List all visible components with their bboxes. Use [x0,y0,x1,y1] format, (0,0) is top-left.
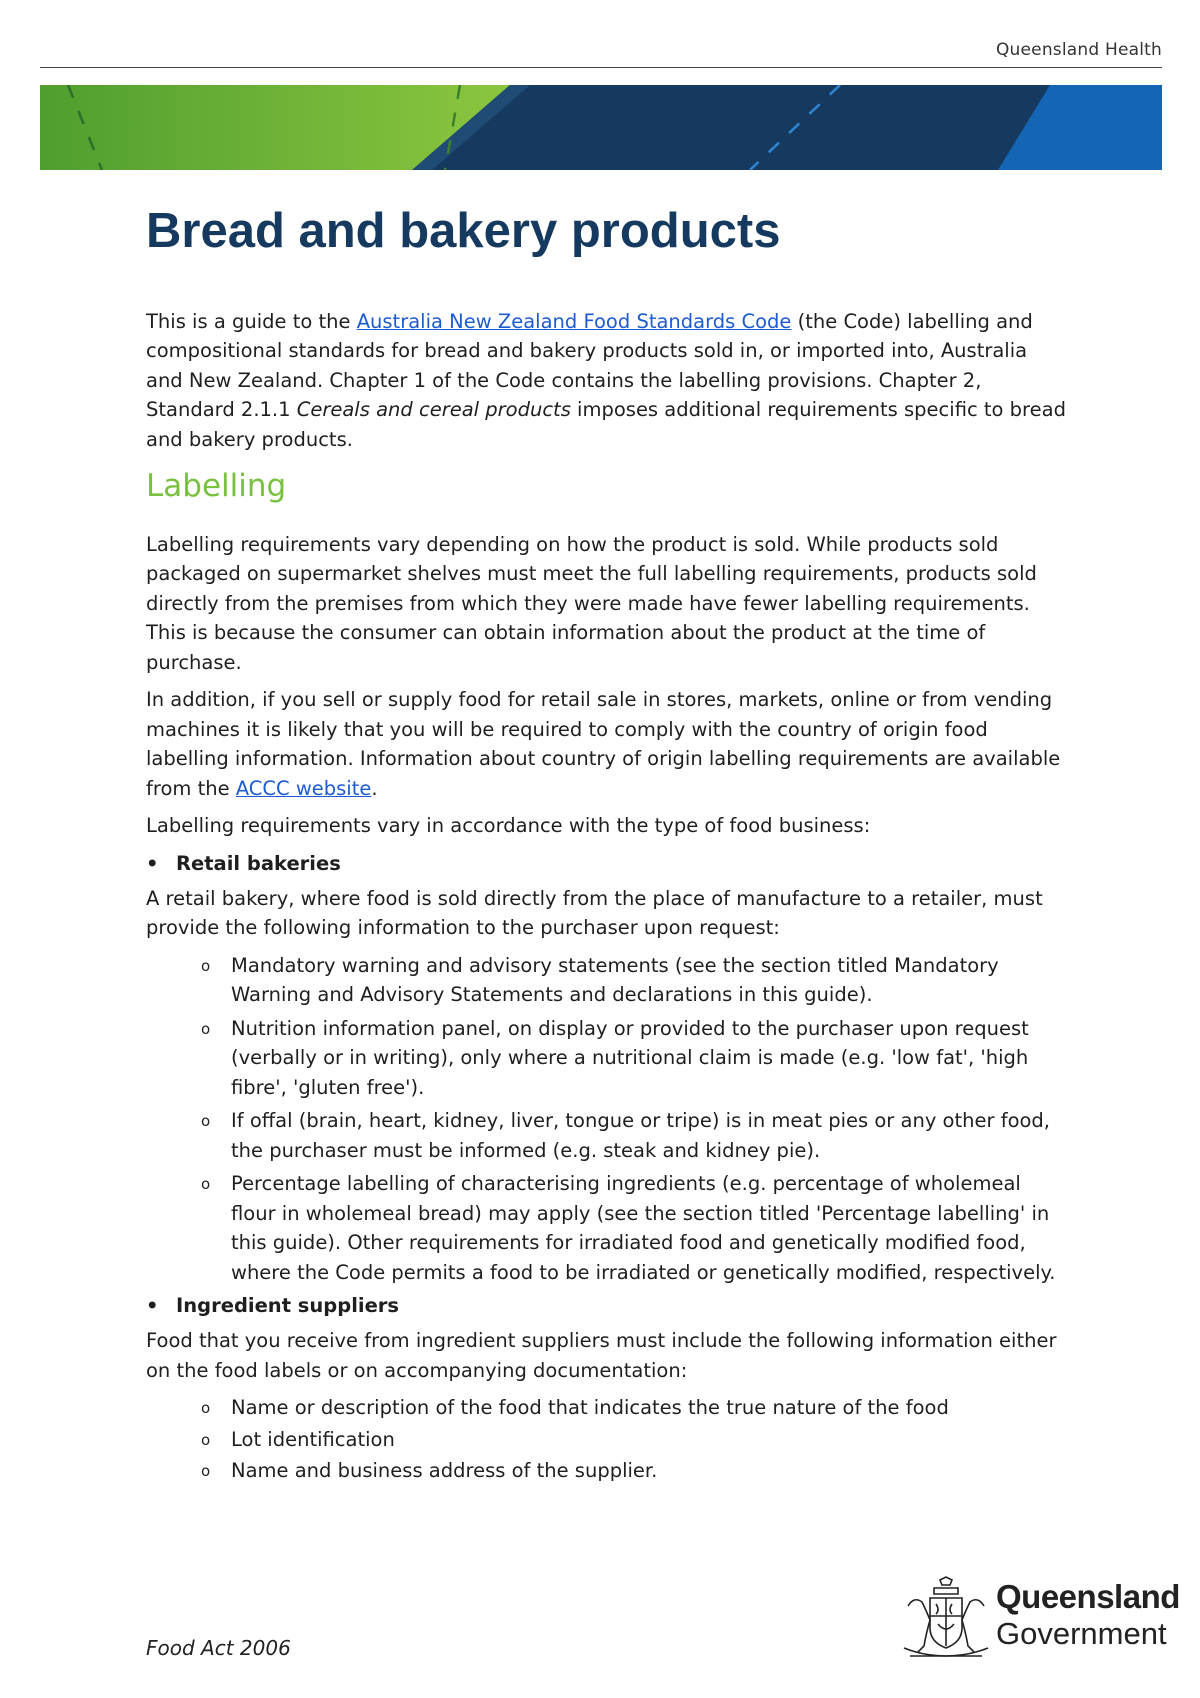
bullet-icon: • [146,851,159,875]
list-item: o Name or description of the food that indicates the true nature of the food [201,1393,1066,1424]
circle-bullet-icon: o [201,1112,211,1131]
header-banner [40,85,1162,170]
ingredient-suppliers-heading: • Ingredient suppliers [146,1291,1066,1320]
list-item: o Mandatory warning and advisory statements (see the section titled Mandatory Warning and Advisory Statements and declarations in this guide). [201,951,1066,1010]
list-item: o Nutrition information panel, on display or provided to the purchaser upon request (verbally or in writing), only where a nutritional claim is made (e.g. 'low fat', 'high fibre', 'gluten free'). [201,1014,1066,1103]
page-title: Bread and bakery products [146,204,781,258]
queensland-government-logo [900,1576,1180,1664]
supplier-requirements-list [146,1393,1066,1487]
header-divider [40,67,1162,68]
circle-bullet-icon: o [201,1019,211,1038]
retail-bakeries-heading: • Retail bakeries [146,849,1066,878]
retail-bakeries-text: A retail bakery, where food is sold directly from the place of manufacture to a retailer, must provide the following information to the purchaser upon request: [146,886,1043,940]
bullet-icon: • [146,1294,159,1318]
circle-bullet-icon: o [201,956,211,975]
list-item: o Percentage labelling of characterising ingredients (e.g. percentage of wholemeal flour in wholemeal bread) may apply (see the section titled 'Percentage labelling' in this guide). Other requirements for irradiated food and genetically modified food, where the Code permits a food to be irradiated or genetically modified, respectively. [201,1169,1066,1287]
food-standards-code-link[interactable]: Australia New Zealand Food Standards Code [356,309,792,333]
circle-bullet-icon: o [201,1430,211,1449]
labelling-paragraph-1: Labelling requirements vary depending on how the product is sold. While products sold packaged on supermarket shelves must meet the full labelling requirements, products sold directly from the premises from which they were made have fewer labelling requirements. This is because the consumer can obtain information about the product at the time of purchase. [146,532,1037,674]
coat-of-arms-icon [900,1576,992,1664]
header-org-label: Queensland Health [995,40,1162,60]
labelling-heading: Labelling [146,468,287,505]
main-content [146,205,1066,1491]
footer-act-label: Food Act 2006 [146,1636,291,1660]
ingredient-suppliers-text: Food that you receive from ingredient suppliers must include the following information either on the food labels or on accompanying documentation: [146,1329,1057,1382]
circle-bullet-icon: o [201,1175,211,1194]
labelling-paragraph-3: Labelling requirements vary in accordance with the type of food business: [146,814,871,838]
intro-paragraph: This is a guide to the Australia New Zealand Food Standards Code (the Code) labelling and compositional standards for bread and bakery products sold in, or imported into, Australia and New Zealand. Chapter 1 of the Code contains the labelling provisions. Chapter 2, Standard 2.1.1 Cereals and cereal products imposes additional requirements specific to bread and bakery products. [146,309,1066,451]
accc-website-link[interactable]: ACCC website [235,776,372,800]
list-item: o If offal (brain, heart, kidney, liver, tongue or tripe) is in meat pies or any other food, the purchaser must be informed (e.g. steak and kidney pie). [201,1106,1066,1165]
list-item: o Name and business address of the supplier. [201,1456,1066,1487]
logo-text-line-1: Queensland [996,1578,1180,1615]
list-item: o Lot identification [201,1425,1066,1456]
logo-text-line-2: Government [996,1616,1167,1651]
labelling-paragraph-2: In addition, if you sell or supply food for retail sale in stores, markets, online or from vending machines it is likely that you will be required to comply with the country of origin food labelling information. Information about country of origin labelling requirements are available from the ACCC website. [146,688,1061,800]
circle-bullet-icon: o [201,1462,211,1481]
retail-requirements-list [146,951,1066,1288]
circle-bullet-icon: o [201,1399,211,1418]
